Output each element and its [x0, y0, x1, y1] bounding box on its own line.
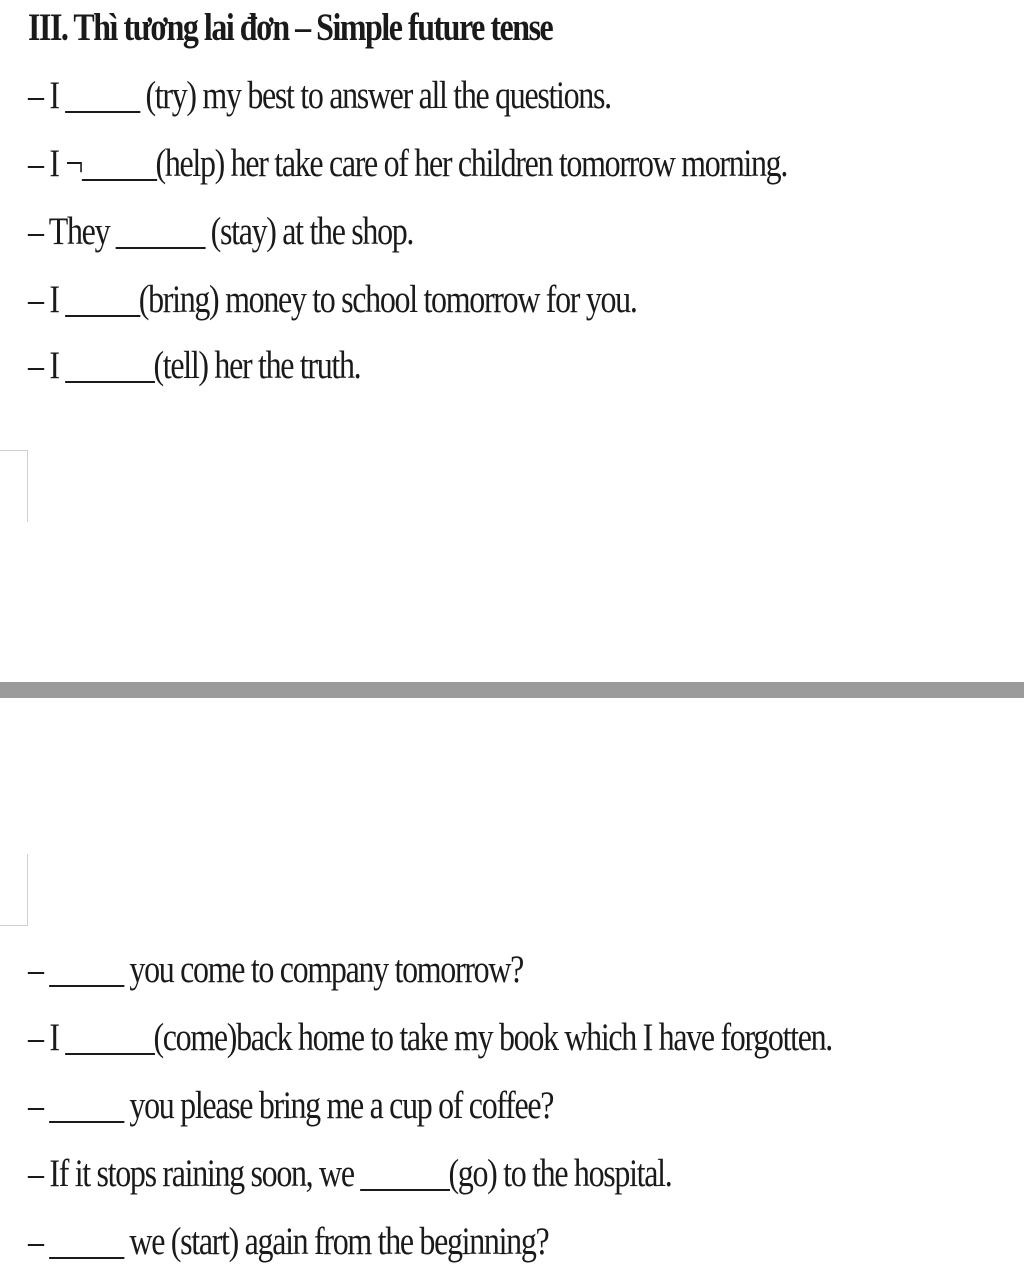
exercise-line-5: – I ______(tell) her the truth.: [28, 344, 361, 387]
exercise-line-1: – I _____ (try) my best to answer all the questions.: [28, 74, 611, 117]
page-margin-corner-mark: [0, 450, 28, 522]
exercise-line-9: – If it stops raining soon, we ______(go) to the hospital.: [28, 1152, 672, 1195]
exercise-line-6: – _____ you come to company tomorrow?: [28, 948, 524, 991]
page-margin-corner-mark: [0, 854, 28, 926]
exercise-line-2: – I ¬_____(help) her take care of her children tomorrow morning.: [28, 142, 788, 185]
exercise-line-3: – They ______ (stay) at the shop.: [28, 210, 414, 253]
exercise-line-10: – _____ we (start) again from the beginning?: [28, 1220, 549, 1263]
exercise-line-4: – I _____(bring) money to school tomorrow for you.: [28, 278, 637, 321]
section-heading: III. Thì tương lai đơn – Simple future tense: [28, 6, 553, 49]
exercise-line-8: – _____ you please bring me a cup of coffee?: [28, 1084, 554, 1127]
exercise-line-7: – I ______(come)back home to take my book which I have forgotten.: [28, 1016, 832, 1059]
document-page-2: [0, 698, 1024, 1280]
page-break-separator: [0, 682, 1024, 698]
